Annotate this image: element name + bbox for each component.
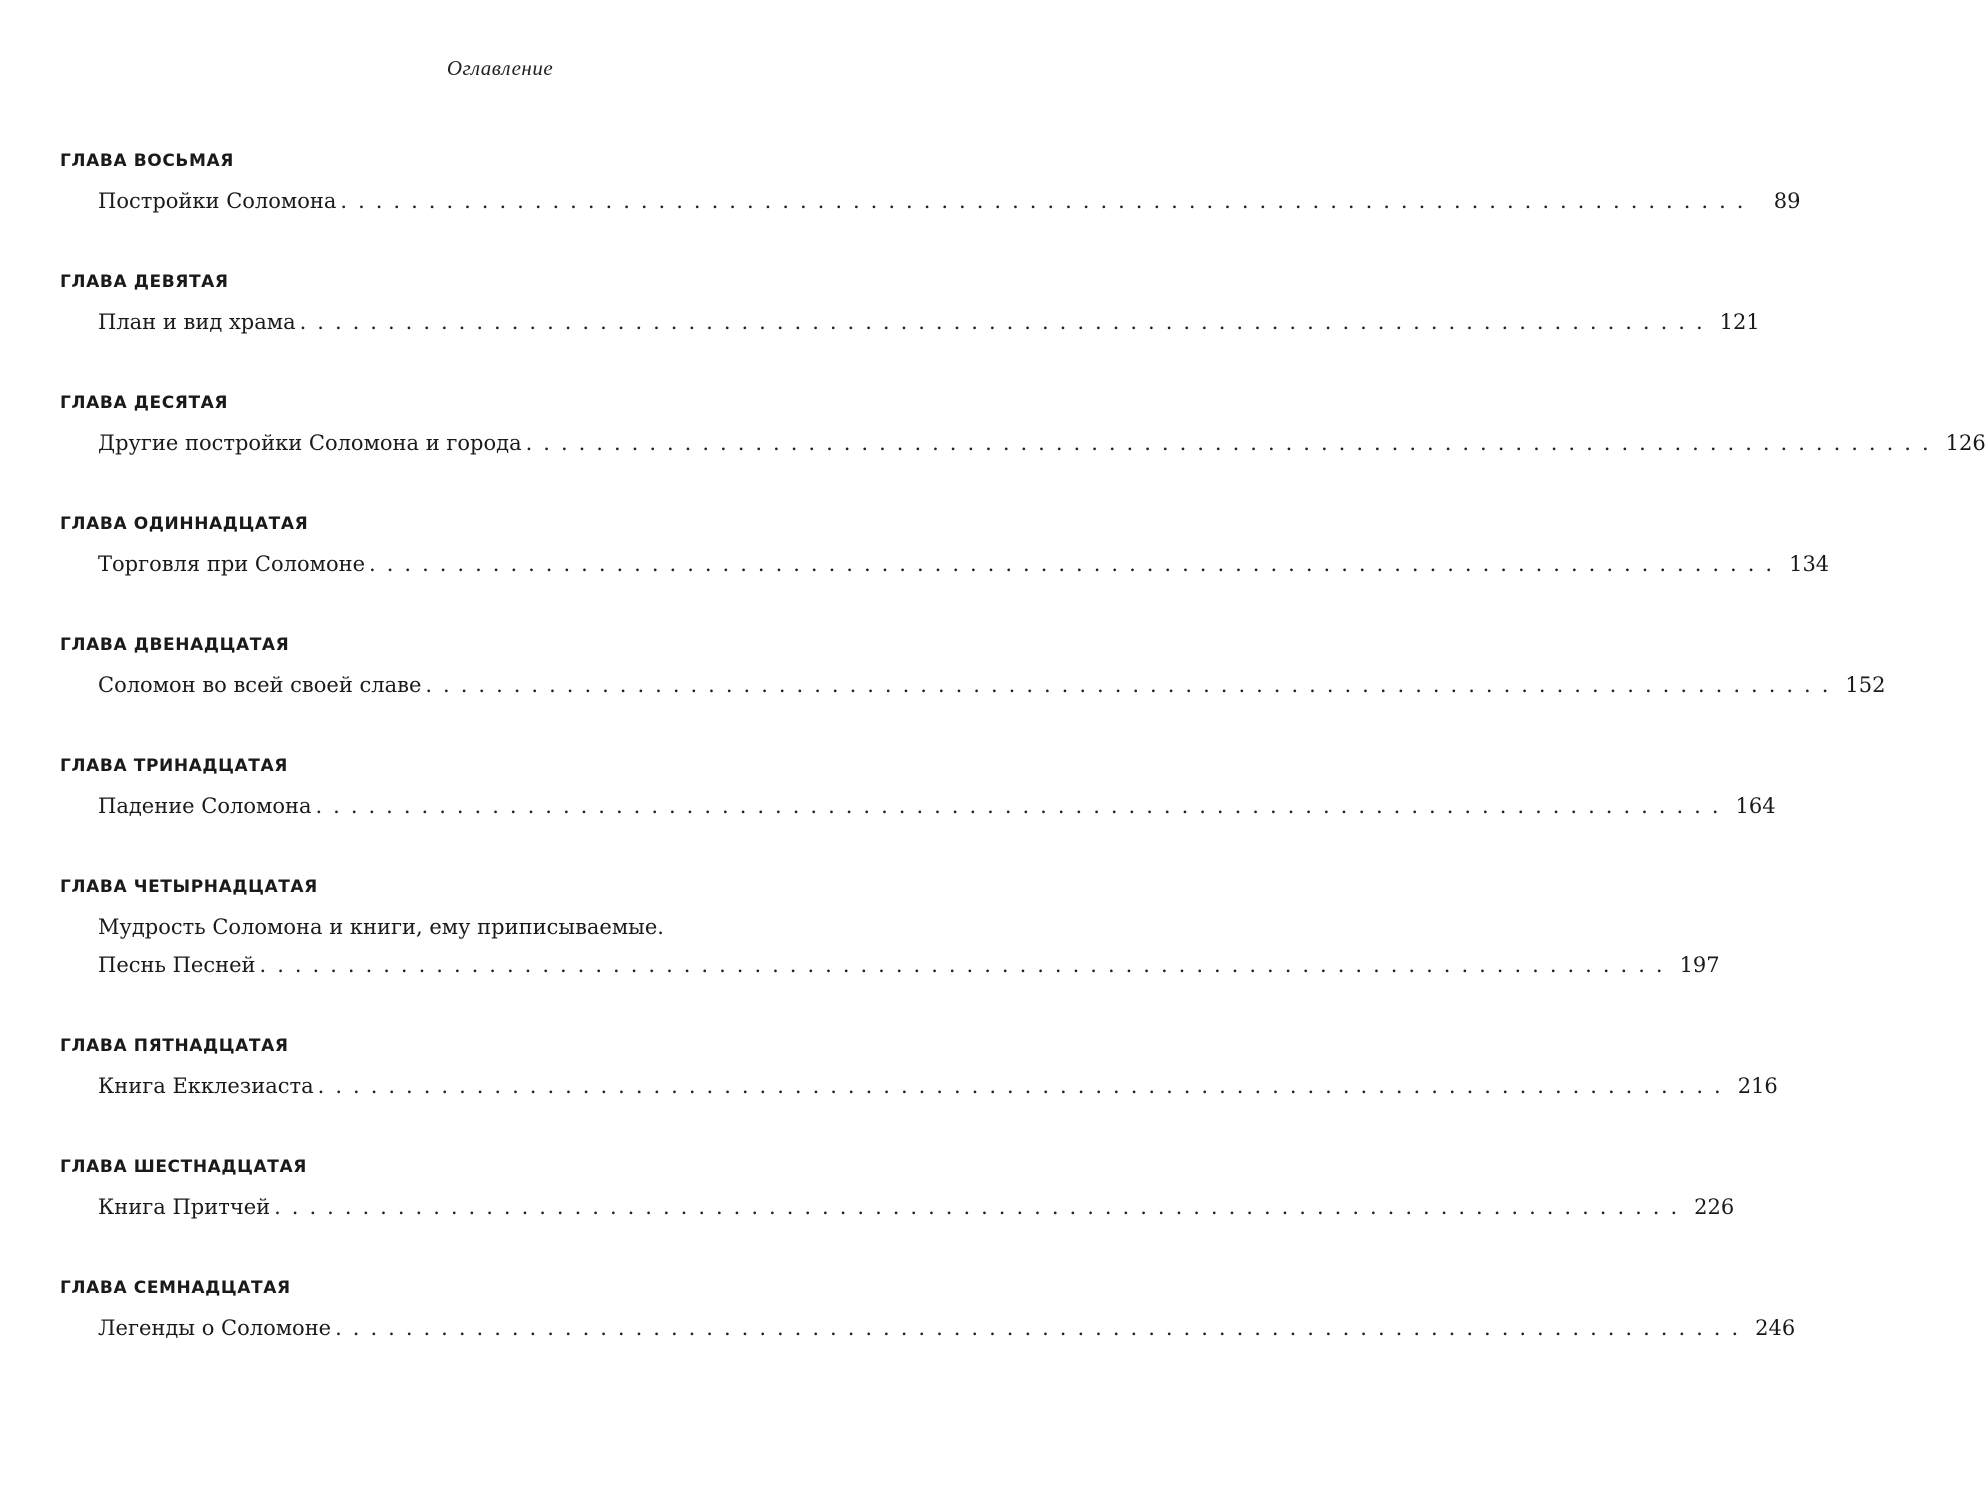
toc-chapter: [60, 269, 1760, 341]
toc-chapter: [60, 511, 1830, 583]
toc-entry[interactable]: [98, 545, 1830, 583]
dot-leader: ................................................................................: [425, 673, 1840, 697]
page-number: 89: [1773, 189, 1801, 213]
toc-chapter: [60, 1033, 1778, 1105]
entry-title: Книга Притчей: [98, 1195, 271, 1219]
dot-leader: ................................................................................: [525, 431, 1940, 455]
toc-entry[interactable]: [98, 1309, 1796, 1347]
chapter-label: ГЛАВА ДЕСЯТАЯ: [60, 393, 229, 413]
toc-entry[interactable]: [98, 303, 1760, 341]
page-number: 216: [1737, 1074, 1778, 1098]
entry-title: Песнь Песней: [98, 953, 256, 977]
page-number: 246: [1755, 1316, 1796, 1340]
toc-entry[interactable]: [98, 424, 1986, 462]
page-number: 226: [1694, 1195, 1735, 1219]
toc-entry[interactable]: [98, 946, 1720, 984]
entry-title: План и вид храма: [98, 310, 296, 334]
toc-chapter: [60, 874, 1720, 984]
dot-leader: ................................................................................: [299, 310, 1714, 334]
toc-chapter: [60, 753, 1776, 825]
entry-title: Постройки Соломона: [98, 189, 337, 213]
page-number: 121: [1719, 310, 1760, 334]
running-head: Оглавление: [446, 56, 554, 80]
toc-chapter: [60, 1154, 1735, 1226]
chapter-label: ГЛАВА ДВЕНАДЦАТАЯ: [60, 635, 290, 655]
page-number: 164: [1735, 794, 1776, 818]
chapter-label: ГЛАВА ТРИНАДЦАТАЯ: [60, 756, 288, 776]
entry-title: Книга Екклезиаста: [98, 1074, 314, 1098]
table-of-contents: [60, 148, 1986, 1396]
toc-entry[interactable]: [98, 1067, 1778, 1105]
toc-entry[interactable]: [98, 1188, 1735, 1226]
toc-chapter: [60, 1275, 1796, 1347]
chapter-label: ГЛАВА СЕМНАДЦАТАЯ: [60, 1278, 291, 1298]
toc-entry[interactable]: [98, 666, 1886, 704]
toc-entry[interactable]: [98, 787, 1776, 825]
entry-title: Легенды о Соломоне: [98, 1316, 332, 1340]
page-number: 134: [1789, 552, 1830, 576]
chapter-label: ГЛАВА ДЕВЯТАЯ: [60, 272, 229, 292]
chapter-label: ГЛАВА ОДИННАДЦАТАЯ: [60, 514, 309, 534]
dot-leader: ................................................................................: [274, 1195, 1689, 1219]
chapter-label: ГЛАВА ЧЕТЫРНАДЦАТАЯ: [60, 877, 318, 897]
dot-leader: ................................................................................: [315, 794, 1730, 818]
toc-chapter: [60, 148, 1801, 220]
dot-leader: ................................................................................: [259, 953, 1674, 977]
chapter-label: ГЛАВА ПЯТНАДЦАТАЯ: [60, 1036, 289, 1056]
toc-chapter: [60, 390, 1986, 462]
dot-leader: ................................................................................: [317, 1074, 1732, 1098]
toc-chapter: [60, 632, 1886, 704]
chapter-label: ГЛАВА ВОСЬМАЯ: [60, 151, 234, 171]
dot-leader: ................................................................................: [369, 552, 1784, 576]
dot-leader: ................................................................................: [340, 189, 1755, 213]
dot-leader: ................................................................................: [335, 1316, 1750, 1340]
toc-entry[interactable]: [98, 182, 1801, 220]
entry-title-line1: Мудрость Соломона и книги, ему приписываемые.: [98, 915, 664, 939]
entry-title: Другие постройки Соломона и города: [98, 431, 522, 455]
entry-title: Торговля при Соломоне: [98, 552, 366, 576]
entry-title: Падение Соломона: [98, 794, 312, 818]
page-number: 152: [1845, 673, 1886, 697]
page-number: 197: [1679, 953, 1720, 977]
entry-title: Соломон во всей своей славе: [98, 673, 422, 697]
page-number: 126: [1945, 431, 1986, 455]
chapter-label: ГЛАВА ШЕСТНАДЦАТАЯ: [60, 1157, 307, 1177]
